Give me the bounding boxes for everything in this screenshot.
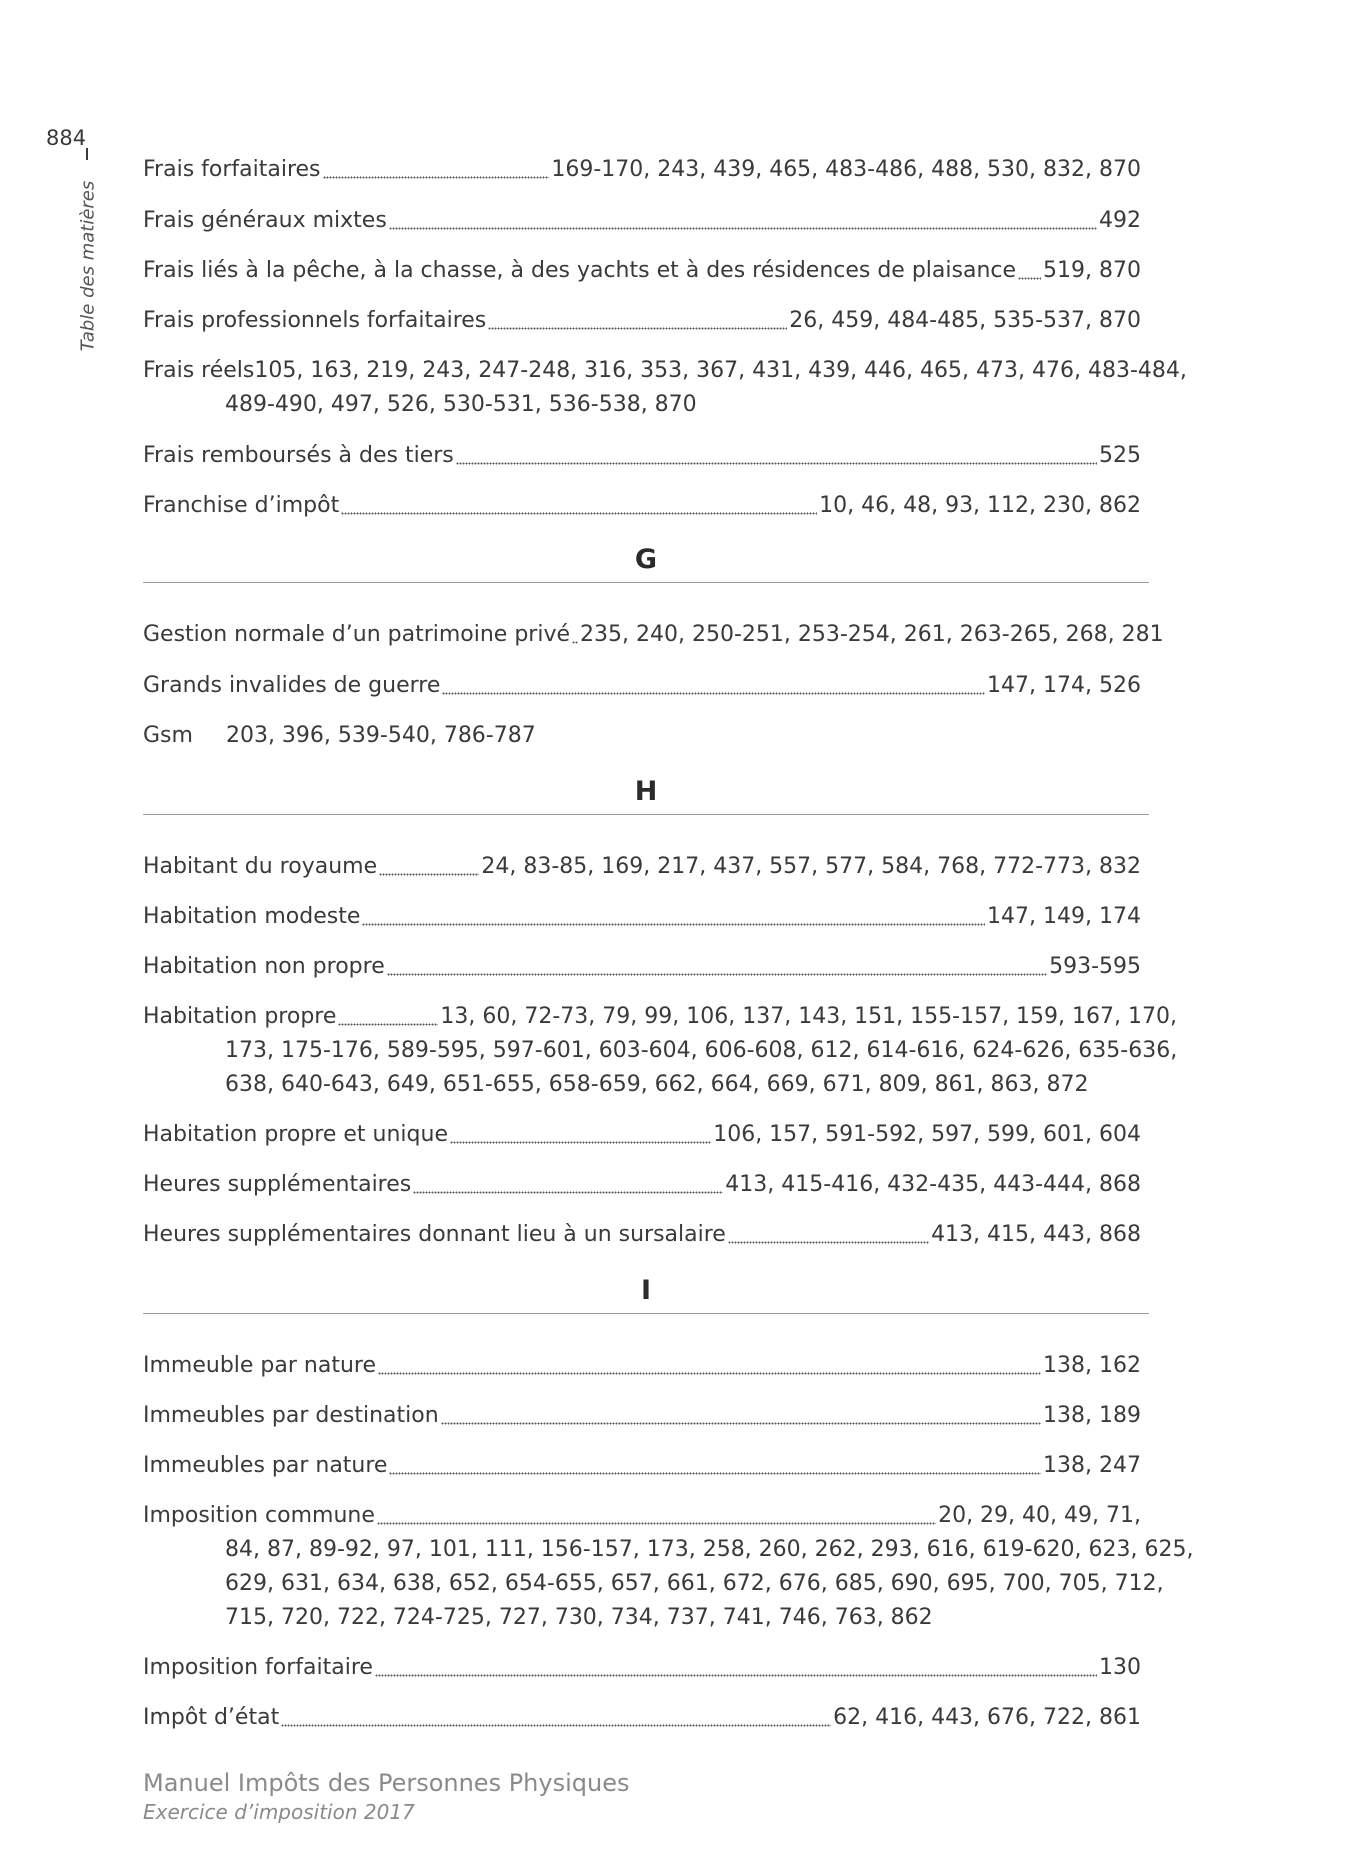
index-entry bbox=[143, 1349, 1149, 1383]
entry-pages: 26, 459, 484-485, 535-537, 870 bbox=[789, 308, 1141, 333]
dot-leader bbox=[378, 1369, 1041, 1375]
entry-term: Franchise d’impôt bbox=[143, 493, 340, 518]
entry-pages: 106, 157, 591-592, 597, 599, 601, 604 bbox=[713, 1122, 1141, 1147]
entry-term: Habitation propre bbox=[143, 1004, 337, 1029]
entry-pages: 413, 415, 443, 868 bbox=[931, 1222, 1141, 1247]
index-entry bbox=[143, 1118, 1149, 1152]
section-letter-g: G bbox=[634, 544, 658, 575]
index-entry bbox=[143, 1651, 1149, 1685]
index-entry bbox=[143, 1168, 1149, 1202]
entry-pages: 203, 396, 539-540, 786-787 bbox=[225, 723, 536, 748]
entry-pages: 138, 247 bbox=[1043, 1453, 1141, 1478]
entry-pages: 492 bbox=[1099, 208, 1141, 233]
entry-term: Frais forfaitaires bbox=[143, 157, 321, 182]
index-entry bbox=[143, 1499, 1194, 1635]
footer-title: Manuel Impôts des Personnes Physiques bbox=[143, 1769, 630, 1797]
entry-pages: 147, 174, 526 bbox=[987, 673, 1141, 698]
index-entry bbox=[143, 950, 1149, 984]
entry-line: 84, 87, 89-92, 97, 101, 111, 156-157, 173, 258, 260, 262, 293, 616, 619-620, 623, 625, bbox=[225, 1537, 1194, 1562]
entry-term: Frais généraux mixtes bbox=[143, 208, 387, 233]
entry-pages: 10, 46, 48, 93, 112, 230, 862 bbox=[819, 493, 1141, 518]
index-entry bbox=[143, 669, 1149, 703]
index-entry bbox=[143, 153, 1149, 187]
entry-line: 715, 720, 722, 724-725, 727, 730, 734, 737, 741, 746, 763, 862 bbox=[225, 1605, 933, 1630]
dot-leader bbox=[442, 689, 985, 695]
entry-line: 629, 631, 634, 638, 652, 654-655, 657, 661, 672, 676, 685, 690, 695, 700, 705, 712, bbox=[225, 1571, 1164, 1596]
entry-pages: 593-595 bbox=[1049, 954, 1141, 979]
index-entry bbox=[143, 439, 1149, 473]
entry-line: 173, 175-176, 589-595, 597-601, 603-604, 606-608, 612, 614-616, 624-626, 635-636, bbox=[225, 1038, 1178, 1063]
entry-term: Gsm bbox=[143, 723, 193, 748]
section-rule bbox=[143, 1313, 1149, 1314]
entry-term: Immeubles par destination bbox=[143, 1403, 439, 1428]
dot-leader bbox=[281, 1721, 831, 1727]
dot-leader bbox=[375, 1671, 1097, 1677]
entry-pages: 147, 149, 174 bbox=[987, 904, 1141, 929]
entry-term: Habitation modeste bbox=[143, 904, 361, 929]
dot-leader bbox=[728, 1238, 929, 1244]
dot-leader bbox=[379, 870, 479, 876]
entry-pages: 130 bbox=[1099, 1655, 1141, 1680]
entry-term: Gestion normale d’un patrimoine privé bbox=[143, 622, 571, 647]
dot-leader bbox=[456, 459, 1097, 465]
entry-pages: 169-170, 243, 439, 465, 483-486, 488, 530, 832, 870 bbox=[551, 157, 1141, 182]
section-letter-h: H bbox=[634, 776, 658, 807]
index-entry bbox=[143, 850, 1149, 884]
entry-pages: 20, 29, 40, 49, 71, bbox=[938, 1503, 1141, 1528]
index-entry bbox=[143, 1399, 1149, 1433]
entry-term: Frais remboursés à des tiers bbox=[143, 443, 454, 468]
entry-pages: 235, 240, 250-251, 253-254, 261, 263-265, 268, 281 bbox=[580, 622, 1164, 647]
index-entry bbox=[143, 1701, 1149, 1735]
entry-term: Impôt d’état bbox=[143, 1705, 280, 1730]
index-entry bbox=[143, 618, 1164, 652]
index-entry bbox=[143, 254, 1149, 288]
dot-leader bbox=[341, 509, 817, 515]
index-entry bbox=[143, 489, 1149, 523]
section-letter-i: I bbox=[640, 1275, 652, 1306]
dot-leader bbox=[441, 1419, 1041, 1425]
dot-leader bbox=[413, 1188, 723, 1194]
entry-term: Frais professionnels forfaitaires bbox=[143, 308, 487, 333]
entry-line: 489-490, 497, 526, 530-531, 536-538, 870 bbox=[225, 392, 697, 417]
dot-leader bbox=[338, 1020, 438, 1026]
entry-pages: 13, 60, 72-73, 79, 99, 106, 137, 143, 151, 155-157, 159, 167, 170, bbox=[440, 1004, 1177, 1029]
dot-leader bbox=[389, 1469, 1041, 1475]
entry-term: Habitation propre et unique bbox=[143, 1122, 448, 1147]
entry-pages: 138, 189 bbox=[1043, 1403, 1141, 1428]
dot-leader bbox=[387, 970, 1047, 976]
dot-leader bbox=[362, 920, 985, 926]
entry-term: Heures supplémentaires donnant lieu à un sursalaire bbox=[143, 1222, 726, 1247]
entry-pages: 24, 83-85, 169, 217, 437, 557, 577, 584, 768, 772-773, 832 bbox=[481, 854, 1141, 879]
entry-term: Immeubles par nature bbox=[143, 1453, 388, 1478]
page-number-rule bbox=[86, 148, 88, 160]
entry-pages: 519, 870 bbox=[1043, 258, 1141, 283]
entry-term: Habitation non propre bbox=[143, 954, 385, 979]
section-rule bbox=[143, 814, 1149, 815]
entry-term: Heures supplémentaires bbox=[143, 1172, 412, 1197]
dot-leader bbox=[389, 224, 1097, 230]
entry-line: 638, 640-643, 649, 651-655, 658-659, 662, 664, 669, 671, 809, 861, 863, 872 bbox=[225, 1072, 1089, 1097]
index-entry bbox=[143, 719, 1149, 753]
index-entry bbox=[143, 204, 1149, 238]
entry-term: Grands invalides de guerre bbox=[143, 673, 441, 698]
entry-pages: 413, 415-416, 432-435, 443-444, 868 bbox=[725, 1172, 1141, 1197]
side-title: Table des matières bbox=[77, 180, 99, 352]
dot-leader bbox=[1018, 274, 1041, 280]
entry-pages: 525 bbox=[1099, 443, 1141, 468]
entry-term: Imposition commune bbox=[143, 1503, 375, 1528]
entry-term: Frais liés à la pêche, à la chasse, à des yachts et à des résidences de plaisance bbox=[143, 258, 1017, 283]
entry-pages: 62, 416, 443, 676, 722, 861 bbox=[833, 1705, 1141, 1730]
footer-subtitle: Exercice d’imposition 2017 bbox=[143, 1800, 415, 1824]
index-entry bbox=[143, 1449, 1149, 1483]
index-entry bbox=[143, 900, 1149, 934]
entry-term: Habitant du royaume bbox=[143, 854, 378, 879]
dot-leader bbox=[377, 1519, 936, 1525]
index-entry bbox=[143, 1218, 1149, 1252]
dot-leader bbox=[572, 638, 578, 644]
page-number: 884 bbox=[46, 126, 87, 150]
index-entry bbox=[143, 354, 1187, 422]
dot-leader bbox=[450, 1138, 711, 1144]
entry-pages: 138, 162 bbox=[1043, 1353, 1141, 1378]
index-entry bbox=[143, 304, 1149, 338]
entry-term: Immeuble par nature bbox=[143, 1353, 377, 1378]
dot-leader bbox=[323, 173, 550, 179]
dot-leader bbox=[488, 324, 787, 330]
section-rule bbox=[143, 582, 1149, 583]
entry-term: Imposition forfaitaire bbox=[143, 1655, 373, 1680]
entry-line: Frais réels105, 163, 219, 243, 247-248, 316, 353, 367, 431, 439, 446, 465, 473, 476, 483-484, bbox=[143, 358, 1187, 383]
index-entry bbox=[143, 1000, 1178, 1102]
